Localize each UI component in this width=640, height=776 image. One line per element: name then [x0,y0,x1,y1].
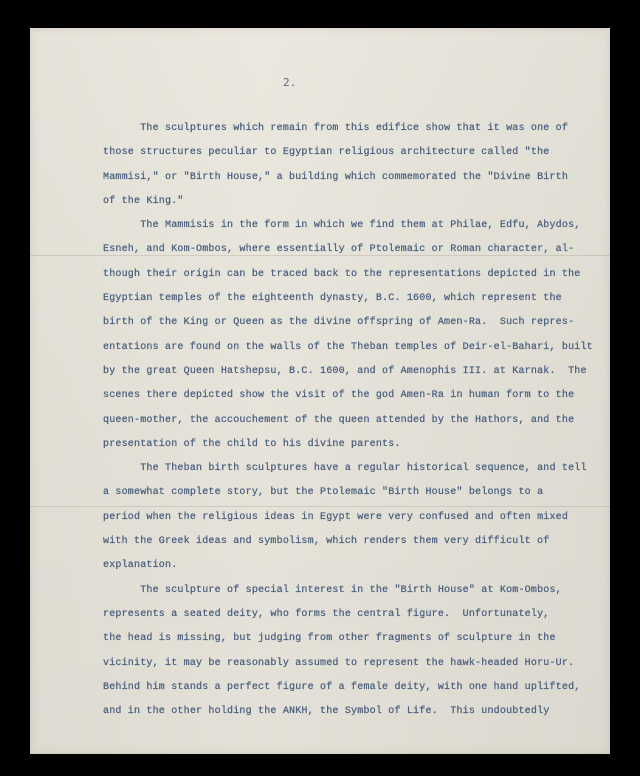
text-line: period when the religious ideas in Egypt were very confused and often mixed [103,511,569,523]
text-line: presentation of the child to his divine parents. [103,438,401,450]
text-line: a somewhat complete story, but the Ptolemaic "Birth House" belongs to a [103,487,544,499]
text-line: represents a seated deity, who forms the central figure. Unfortunately, [103,608,550,620]
text-line: and in the other holding the ANKH, the Symbol of Life. This undoubtedly [103,706,550,718]
text-line: the head is missing, but judging from other fragments of sculpture in the [103,633,556,645]
text-line: vicinity, it may be reasonably assumed to represent the hawk-headed Horu-Ur. [103,657,575,669]
text-line: Esneh, and Kom-Ombos, where essentially of Ptolemaic or Roman character, al- [103,244,575,256]
text-line: with the Greek ideas and symbolism, which renders them very difficult of [103,536,550,548]
text-line: those structures peculiar to Egyptian religious architecture called "the [103,147,550,159]
text-line: The sculpture of special interest in the "Birth House" at Kom-Ombos, [103,584,562,596]
text-line: scenes there depicted show the visit of the god Amen-Ra in human form to the [103,390,575,402]
typewritten-page [30,28,610,754]
text-line: The Mammisis in the form in which we find them at Philae, Edfu, Abydos, [103,220,581,232]
text-line: by the great Queen Hatshepsu, B.C. 1600, and of Amenophis III. at Karnak. The [103,365,587,377]
text-line: queen-mother, the accouchement of the queen attended by the Hathors, and the [103,414,575,426]
text-line: explanation. [103,560,178,572]
text-line: entations are found on the walls of the Theban temples of Deir-el-Bahari, built [103,341,593,353]
text-line: of the King." [103,195,184,207]
text-line: birth of the King or Queen as the divine offspring of Amen-Ra. Such repres- [103,317,575,329]
body-text [103,117,603,724]
text-line: Mammisi," or "Birth House," a building which commemorated the "Divine Birth [103,171,569,183]
text-line: The Theban birth sculptures have a regular historical sequence, and tell [103,463,587,475]
text-line: Egyptian temples of the eighteenth dynasty, B.C. 1600, which represent the [103,293,562,305]
page-number: 2. [283,76,297,89]
text-line: though their origin can be traced back to the representations depicted in the [103,268,581,280]
text-line: The sculptures which remain from this edifice show that it was one of [103,123,569,134]
text-line: Behind him stands a perfect figure of a female deity, with one hand uplifted, [103,681,581,693]
